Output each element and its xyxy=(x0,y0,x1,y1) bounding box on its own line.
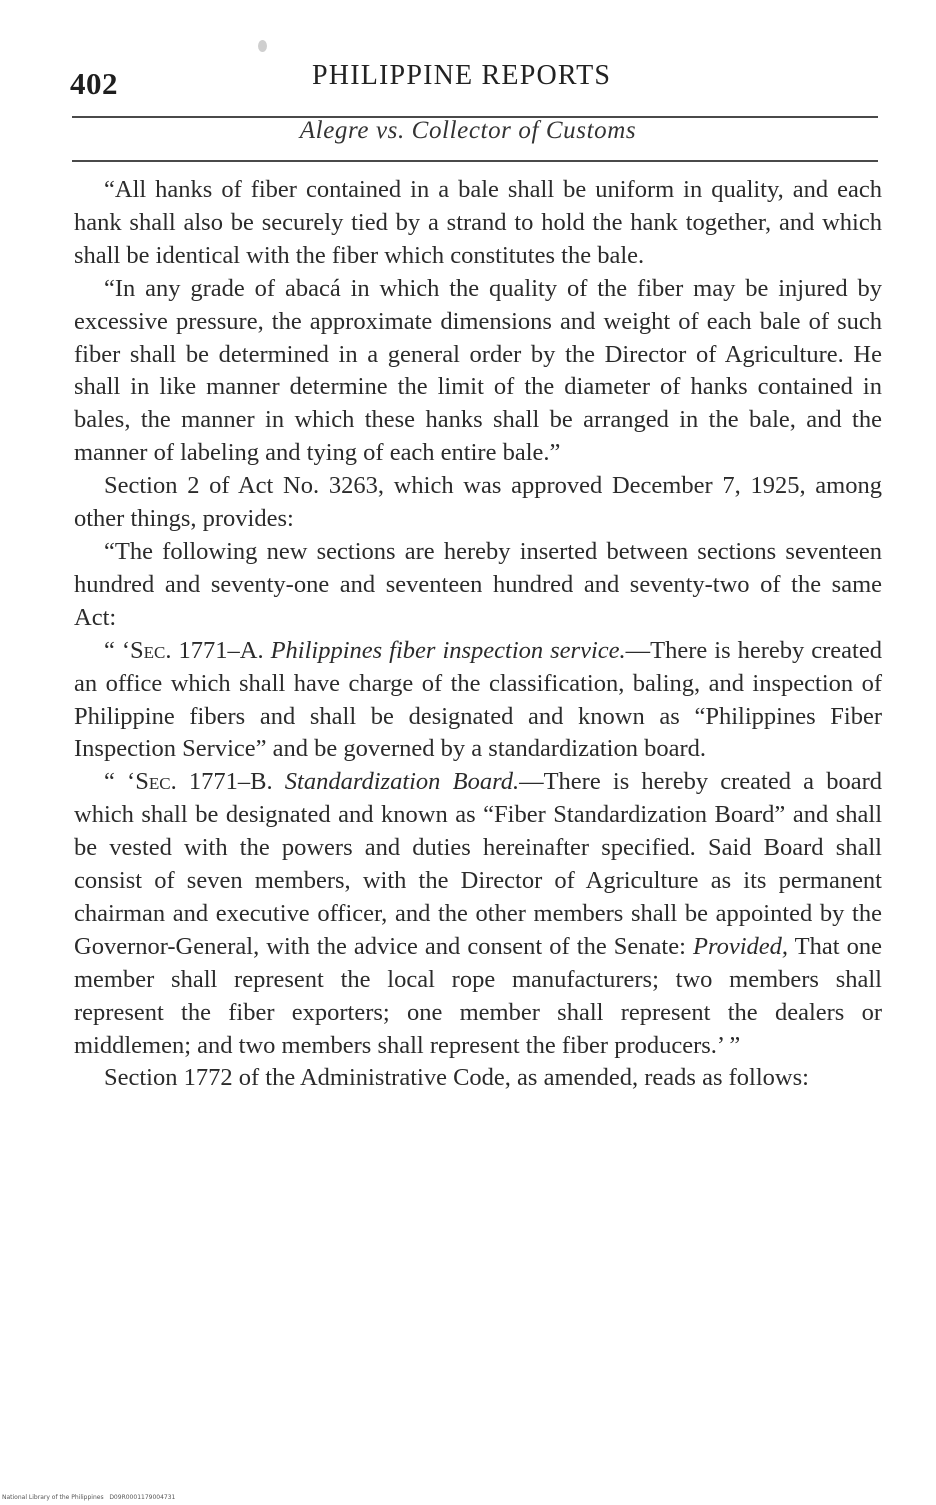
scan-footer xyxy=(2,1494,175,1501)
paragraph-act-3263: Section 2 of Act No. 3263, which was approved December 7, 1925, among other things, provides: xyxy=(74,472,882,533)
section-text: —There is hereby created an office which shall have charge of the classification, baling, and inspection of Philippine fibers and shall be designated and known as “Philippines Fiber Inspection Service” and be governed by a standardization board. xyxy=(74,636,882,763)
paragraph-new-sections: “The following new sections are hereby inserted between sections seventeen hundred and seventy-one and seventeen hundred and seventy-two of the same Act: xyxy=(74,537,882,631)
sec-number: . 1771–B. xyxy=(170,768,285,796)
paragraph-section-1772: Section 1772 of the Administrative Code, as amended, reads as follows: xyxy=(104,1064,809,1092)
body-text xyxy=(74,174,882,1095)
paragraph-abaca-grade: “In any grade of abacá in which the quality of the fiber may be injured by excessive pressure, the approximate dimensions and weight of each bale of such fiber shall be determined in a general order by the Director of Agriculture. He shall in like manner determine the limit of the diameter of hanks contained in bales, the manner in which these hanks shall be arranged in the bale, and the manner of labeling and tying of each entire bale.” xyxy=(74,274,882,467)
quote-open: “ ‘ xyxy=(104,636,131,664)
running-title: PHILIPPINE REPORTS xyxy=(312,60,612,91)
ink-spot xyxy=(258,40,267,52)
paragraph-fiber-uniformity: “All hanks of fiber contained in a bale shall be uniform in quality, and each hank shall also be securely tied by a strand to hold the hank together, and which shall be identical with the fiber which constitutes the bale. xyxy=(74,176,882,269)
header-rule-bottom xyxy=(72,160,878,162)
section-title: Philippines fiber inspection service. xyxy=(270,636,626,664)
sec-number: . 1771–A. xyxy=(165,636,271,664)
sec-label: Sec xyxy=(135,768,171,796)
item-code: D09R0001179004731 xyxy=(109,1494,176,1501)
section-title: Standardization Board. xyxy=(284,768,520,796)
paragraph-sec-1771a xyxy=(74,635,882,767)
library-credit: National Library of the Philippines xyxy=(2,1494,104,1501)
quote-open: “ ‘ xyxy=(104,768,136,796)
proviso-word: Provided, xyxy=(692,932,789,960)
paragraph-sec-1771b xyxy=(74,766,882,1062)
case-title: Alegre vs. Collector of Customs xyxy=(299,117,637,144)
section-text-continued: That one member shall represent the local rope manufacturers; two members shall represent the fiber exporters; one member shall represent the dealers or middlemen; and two members shall represent the fiber producers.’ ” xyxy=(74,932,882,1059)
section-text: —There is hereby created a board which shall be designated and known as “Fiber Standardization Board” and shall be vested with the powers and duties hereinafter specified. Said Board shall consist of seven members, with the Director of Agriculture as its permanent chairman and executive officer, and the other members shall be appointed by the Governor-General, with the advice and consent of the Senate: xyxy=(74,768,882,960)
page-number: 402 xyxy=(70,66,118,101)
sec-label: Sec xyxy=(130,636,166,664)
